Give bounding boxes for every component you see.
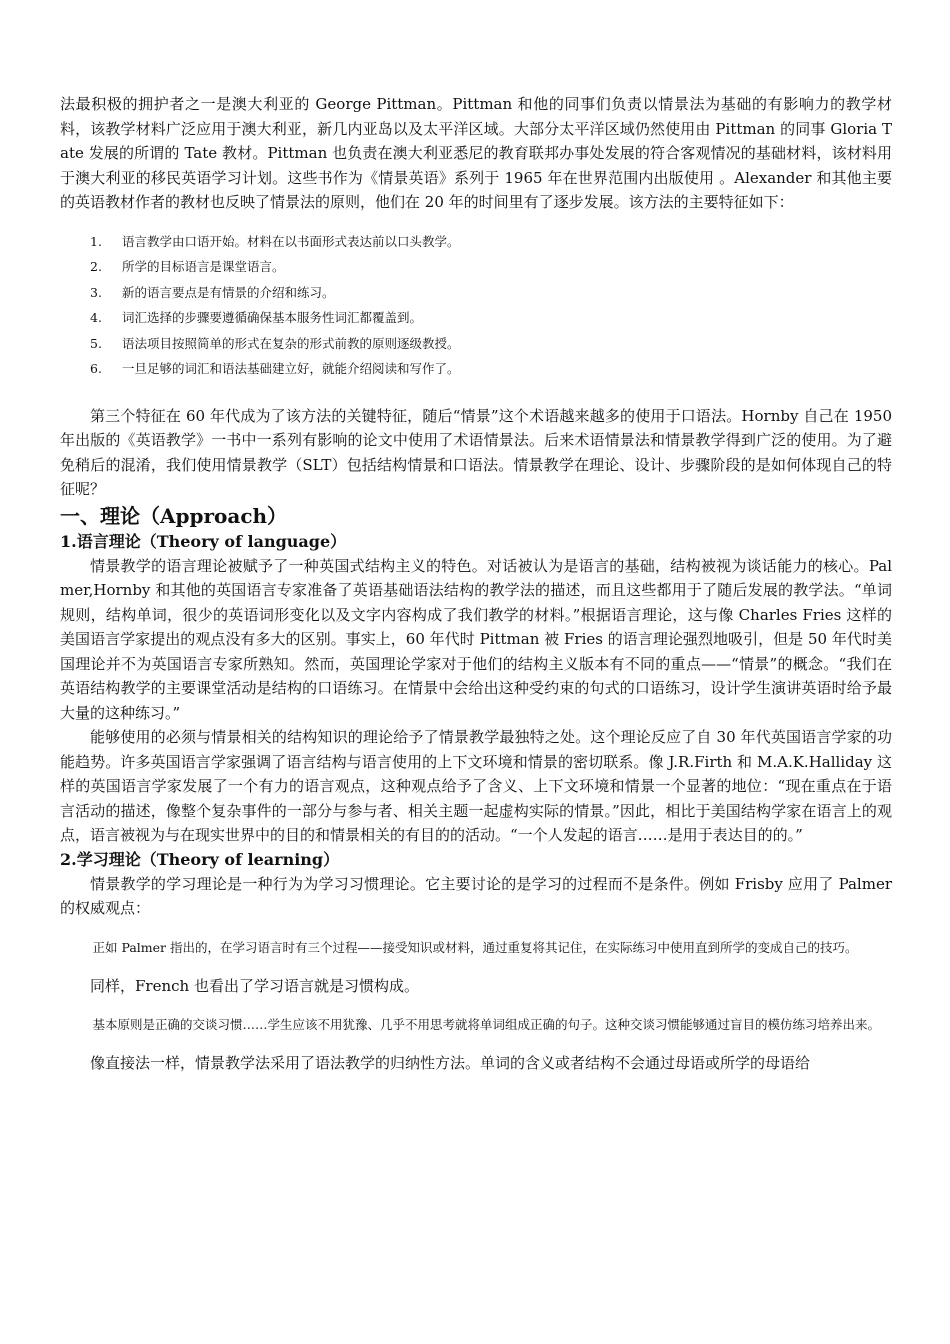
french-paragraph: 同样，French 也看出了学习语言就是习惯构成。 (90, 976, 419, 995)
list-item (90, 356, 892, 382)
list-item-number: 2. (90, 259, 102, 274)
third-feature-paragraph: 第三个特征在 60 年代成为了该方法的关键特征，随后“情景”这个术语越来越多的使用于口语法。Hornby 自己在 1950 年出版的《英语教学》一书中一系列有影响的论文中使用了术语情景法。后来术语情景法和情景教学得到广泛的使用。为了避免稍后的混淆，我们使用情景教学（SLT）包括结构情景和口语法。情景教学在理论、设计、步骤阶段的是如何体现自己的特征呢？ (60, 406, 892, 498)
list-item (90, 305, 892, 331)
spacer (60, 998, 892, 1012)
document-page (60, 92, 892, 1076)
palmer-quote: 正如 Palmer 指出的，在学习语言时有三个过程——接受知识或材料，通过重复将其记住，在实际练习中使用直到所学的变成自己的技巧。 (92, 939, 858, 955)
french-quote: 基本原则是正确的交谈习惯……学生应该不用犹豫、几乎不用思考就将单词组成正确的句子。这种交谈习惯能够通过盲目的模仿练习培养出来。 (92, 1017, 881, 1032)
section-heading-approach: 一、理论（Approach） (60, 503, 288, 528)
list-item-text: 语法项目按照简单的形式在复杂的形式前教的原则逐级教授。 (122, 335, 460, 351)
intro-paragraph: 法最积极的拥护者之一是澳大利亚的 George Pittman。Pittman 和他的同事们负责以情景法为基础的有影响力的教学材料，该教学材料广泛应用于澳大利亚，新几内亚岛以及太平洋区域。大部分太平洋区域仍然使用由 Pittman 的同事 Gloria Tate 发展的所谓的 Tate 教材。Pittman 也负责在澳大利亚悉尼的教育联邦办事处发展的符合客观情况的基础材料，该材料用于澳大利亚的移民英语学习计划。这些书作为《情景英语》系列于 1965 年在世界范围内出版使用 。Alexander 和其他主要的英语教材作者的教材也反映了情景法的原则，他们在 20 年的时间里有了逐步发展。该方法的主要特征如下： (60, 95, 892, 211)
subsection-heading-language-theory: 1.语言理论（Theory of language） (60, 531, 347, 551)
list-item-number: 3. (90, 284, 102, 300)
spacer (60, 921, 892, 935)
direct-method-paragraph: 像直接法一样，情景教学法采用了语法教学的归纳性方法。单词的含义或者结构不会通过母语或所学的母语给 (90, 1054, 811, 1072)
learning-theory-paragraph: 情景教学的学习理论是一种行为为学习习惯理论。它主要讨论的是学习的过程而不是条件。例如 Frisby 应用了 Palmer 的权威观点： (60, 874, 892, 917)
spacer (60, 960, 892, 974)
list-item-number: 1. (90, 233, 102, 249)
list-item-number: 5. (90, 335, 102, 351)
list-item-text: 新的语言要点是有情景的介绍和练习。 (122, 284, 335, 300)
list-item (90, 229, 892, 255)
spacer (60, 382, 892, 404)
list-item (90, 331, 892, 357)
list-item-text: 语言教学由口语开始。材料在以书面形式表达前以口头教学。 (122, 233, 460, 249)
list-item-number: 4. (90, 310, 102, 325)
subsection-heading-learning-theory: 2.学习理论（Theory of learning） (60, 849, 340, 869)
language-theory-paragraph-1: 情景教学的语言理论被赋予了一种英国式结构主义的特色。对话被认为是语言的基础，结构被视为谈话能力的核心。Palmer,Hornby 和其他的英国语言专家准备了英语基础语法结构的教学法的描述，而且这些都用于了随后发展的教学法。“单词规则，结构单词，很少的英语词形变化以及文字内容构成了我们教学的材料。”根据语言理论，这与像 Charles Fries 这样的美国语言学家提出的观点没有多大的区别。事实上，60 年代时 Pittman 被 Fries 的语言理论强烈地吸引，但是 50 年代时美国理论并不为英国语言专家所熟知。然而，英国理论学家对于他们的结构主义版本有不同的重点——“情景”的概念。“我们在英语结构教学的主要课堂活动是结构的口语练习。在情景中会给出这种受约束的句式的口语练习，设计学生演讲英语时给予最大量的这种练习。” (60, 556, 892, 722)
list-item (90, 280, 892, 306)
language-theory-paragraph-2: 能够使用的必须与情景相关的结构知识的理论给予了情景教学最独特之处。这个理论反应了自 30 年代英国语言学家的功能趋势。许多英国语言学家强调了语言结构与语言使用的上下文环境和情景的密切联系。像 J.R.Firth 和 M.A.K.Halliday 这样的英国语言学家发展了一个有力的语言观点，这种观点给予了含义、上下文环境和情景一个显著的地位：“现在重点在于语言活动的描述，像整个复杂事件的一部分与参与者、相关主题一起虚构实际的情景。”因此，相比于美国结构学家在语言上的观点，语言被视为与在现实世界中的目的和情景相关的有目的的活动。“一个人发起的语言……是用于表达目的的。” (60, 728, 892, 844)
features-list (60, 229, 892, 382)
list-item-number: 6. (90, 361, 102, 376)
list-item-text: 一旦足够的词汇和语法基础建立好，就能介绍阅读和写作了。 (122, 361, 460, 376)
list-item (90, 254, 892, 280)
list-item-text: 词汇选择的步骤要遵循确保基本服务性词汇都覆盖到。 (122, 310, 423, 325)
spacer (60, 1037, 892, 1051)
list-item-text: 所学的目标语言是课堂语言。 (122, 259, 285, 274)
